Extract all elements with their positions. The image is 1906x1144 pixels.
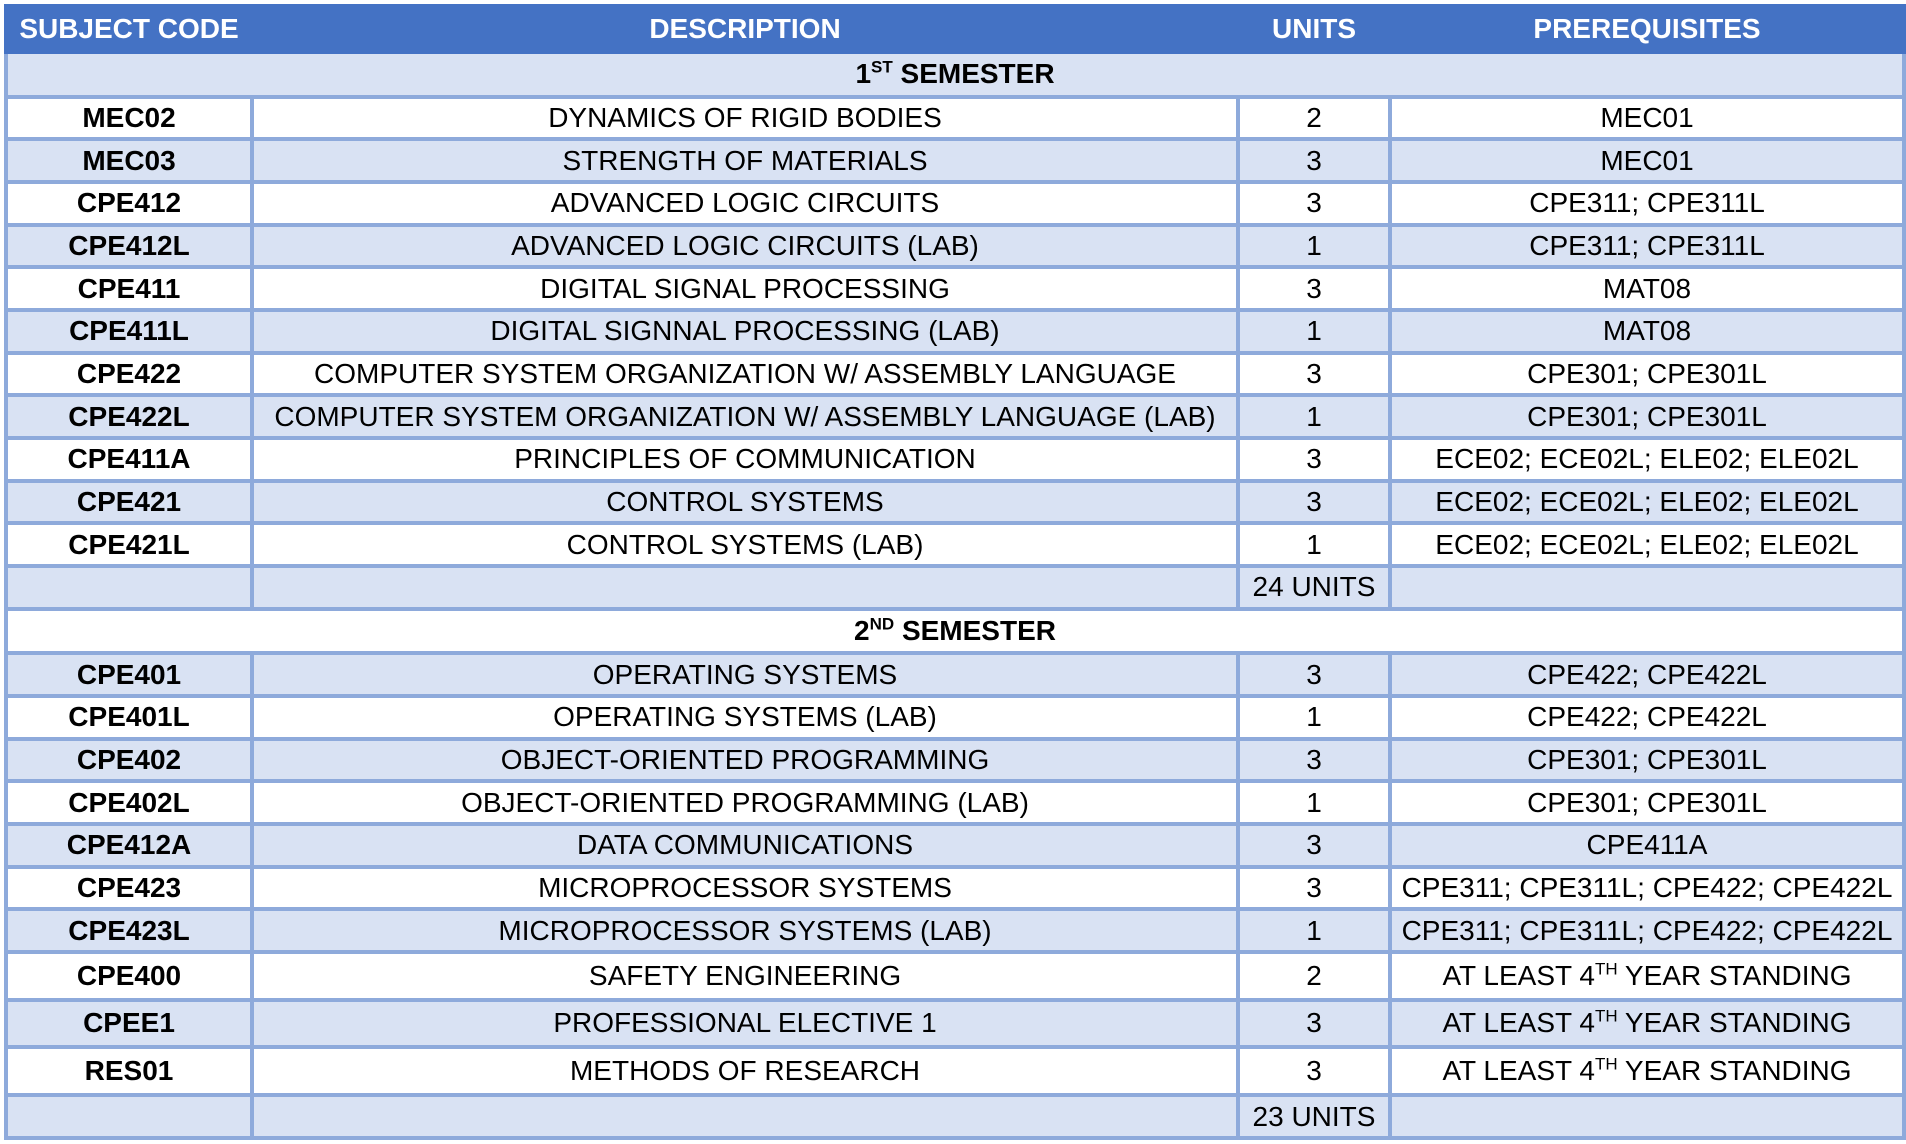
table-row xyxy=(6,653,1904,696)
subject-code-cell: CPE412L xyxy=(6,225,252,268)
description-cell: ADVANCED LOGIC CIRCUITS xyxy=(252,182,1238,225)
prerequisite-text: CPE311; CPE311L; CPE422; CPE422L xyxy=(1401,871,1893,903)
prerequisite-text: CPE311; CPE311L xyxy=(1529,229,1765,261)
table-row xyxy=(6,353,1904,396)
table-row xyxy=(6,267,1904,310)
subject-code-cell: RES01 xyxy=(6,1047,252,1095)
prerequisite-text: ECE02; ECE02L; ELE02; ELE02L xyxy=(1435,485,1859,517)
table-row xyxy=(6,781,1904,824)
subject-code-cell: CPE422L xyxy=(6,395,252,438)
description-cell: STRENGTH OF MATERIALS xyxy=(252,139,1238,182)
semester-total-units: 23 UNITS xyxy=(1238,1095,1390,1138)
description-cell: CONTROL SYSTEMS xyxy=(252,481,1238,524)
subject-code-cell: CPE401L xyxy=(6,696,252,739)
prerequisite-text: ECE02; ECE02L; ELE02; ELE02L xyxy=(1435,443,1859,475)
subject-code-cell: CPE423L xyxy=(6,909,252,952)
header-subject-code: SUBJECT CODE xyxy=(6,6,252,52)
subject-code-cell: CPE412A xyxy=(6,824,252,867)
semester-heading xyxy=(6,609,1904,654)
description-cell: OBJECT-ORIENTED PROGRAMMING (LAB) xyxy=(252,781,1238,824)
units-cell: 1 xyxy=(1238,310,1390,353)
prerequisite-text: CPE422; CPE422L xyxy=(1527,658,1767,690)
units-cell: 3 xyxy=(1238,1047,1390,1095)
subject-code-cell: CPEE1 xyxy=(6,1000,252,1048)
subject-code-cell: CPE412 xyxy=(6,182,252,225)
prerequisites-cell xyxy=(1390,310,1904,353)
units-cell: 1 xyxy=(1238,909,1390,952)
prerequisite-text: CPE301; CPE301L xyxy=(1527,357,1767,389)
description-cell: MICROPROCESSOR SYSTEMS xyxy=(252,867,1238,910)
prerequisites-cell xyxy=(1390,952,1904,1000)
prerequisites-cell xyxy=(1390,438,1904,481)
units-cell: 1 xyxy=(1238,696,1390,739)
units-cell: 3 xyxy=(1238,182,1390,225)
subject-code-cell: CPE421L xyxy=(6,523,252,566)
prerequisites-cell xyxy=(1390,353,1904,396)
prerequisite-text: MAT08 xyxy=(1602,272,1692,304)
prerequisite-text: ECE02; ECE02L; ELE02; ELE02L xyxy=(1435,528,1859,560)
empty-cell xyxy=(1390,1095,1904,1138)
prerequisites-cell xyxy=(1390,182,1904,225)
prerequisites-cell xyxy=(1390,781,1904,824)
description-cell: PROFESSIONAL ELECTIVE 1 xyxy=(252,1000,1238,1048)
units-cell: 3 xyxy=(1238,739,1390,782)
prerequisites-cell xyxy=(1390,696,1904,739)
table-row xyxy=(6,481,1904,524)
prerequisites-cell xyxy=(1390,225,1904,268)
prerequisite-text: CPE411A xyxy=(1586,829,1708,861)
subject-code-cell: CPE411 xyxy=(6,267,252,310)
prerequisites-cell xyxy=(1390,481,1904,524)
subject-code-cell: CPE402 xyxy=(6,739,252,782)
semester-label: SEMESTER xyxy=(900,58,1055,90)
units-cell: 2 xyxy=(1238,97,1390,140)
table-row xyxy=(6,225,1904,268)
description-cell: DATA COMMUNICATIONS xyxy=(252,824,1238,867)
table-row xyxy=(6,952,1904,1000)
table-row xyxy=(6,310,1904,353)
description-cell: DIGITAL SIGNNAL PROCESSING (LAB) xyxy=(252,310,1238,353)
subject-code-cell: CPE422 xyxy=(6,353,252,396)
units-cell: 1 xyxy=(1238,225,1390,268)
subject-code-cell: MEC02 xyxy=(6,97,252,140)
units-cell: 3 xyxy=(1238,867,1390,910)
prerequisite-text-after: YEAR STANDING xyxy=(1617,1007,1852,1039)
header-row xyxy=(6,6,1904,52)
description-cell: COMPUTER SYSTEM ORGANIZATION W/ ASSEMBLY LANGUAGE (LAB) xyxy=(252,395,1238,438)
prerequisite-text: AT LEAST 4 xyxy=(1442,1055,1595,1087)
description-cell: PRINCIPLES OF COMMUNICATION xyxy=(252,438,1238,481)
semester-ordinal-suffix: ST xyxy=(871,58,893,78)
curriculum-table-container xyxy=(4,4,1902,1140)
prerequisites-cell xyxy=(1390,139,1904,182)
semester-number: 1 xyxy=(855,58,872,90)
semester-heading-row xyxy=(6,609,1904,654)
table-row xyxy=(6,867,1904,910)
table-row xyxy=(6,909,1904,952)
table-row xyxy=(6,139,1904,182)
subject-code-cell: CPE423 xyxy=(6,867,252,910)
subject-code-cell: CPE411L xyxy=(6,310,252,353)
description-cell: OBJECT-ORIENTED PROGRAMMING xyxy=(252,739,1238,782)
table-row xyxy=(6,1047,1904,1095)
table-row xyxy=(6,395,1904,438)
prerequisites-cell xyxy=(1390,267,1904,310)
prerequisite-text: MEC01 xyxy=(1600,144,1694,176)
prerequisite-ordinal-suffix: TH xyxy=(1594,959,1618,979)
table-row xyxy=(6,182,1904,225)
subject-code-cell: MEC03 xyxy=(6,139,252,182)
header-units: UNITS xyxy=(1238,6,1390,52)
prerequisite-text: AT LEAST 4 xyxy=(1442,959,1595,991)
description-cell: CONTROL SYSTEMS (LAB) xyxy=(252,523,1238,566)
subject-code-cell: CPE411A xyxy=(6,438,252,481)
table-row xyxy=(6,696,1904,739)
units-cell: 3 xyxy=(1238,481,1390,524)
semester-label: SEMESTER xyxy=(901,614,1056,646)
prerequisite-text: AT LEAST 4 xyxy=(1442,1007,1595,1039)
description-cell: METHODS OF RESEARCH xyxy=(252,1047,1238,1095)
semester-number: 2 xyxy=(854,614,870,646)
table-row xyxy=(6,739,1904,782)
curriculum-table xyxy=(4,4,1906,1140)
subject-code-cell: CPE400 xyxy=(6,952,252,1000)
table-row xyxy=(6,824,1904,867)
prerequisite-text: MEC01 xyxy=(1600,102,1694,134)
prerequisite-ordinal-suffix: TH xyxy=(1594,1054,1618,1074)
prerequisites-cell xyxy=(1390,395,1904,438)
prerequisites-cell xyxy=(1390,1047,1904,1095)
empty-cell xyxy=(6,1095,252,1138)
prerequisites-cell xyxy=(1390,97,1904,140)
prerequisite-text: MAT08 xyxy=(1602,315,1692,347)
description-cell: COMPUTER SYSTEM ORGANIZATION W/ ASSEMBLY LANGUAGE xyxy=(252,353,1238,396)
description-cell: DYNAMICS OF RIGID BODIES xyxy=(252,97,1238,140)
description-cell: MICROPROCESSOR SYSTEMS (LAB) xyxy=(252,909,1238,952)
units-cell: 1 xyxy=(1238,781,1390,824)
description-cell: ADVANCED LOGIC CIRCUITS (LAB) xyxy=(252,225,1238,268)
units-cell: 2 xyxy=(1238,952,1390,1000)
units-cell: 3 xyxy=(1238,267,1390,310)
units-cell: 3 xyxy=(1238,139,1390,182)
prerequisite-text-after: YEAR STANDING xyxy=(1617,1055,1852,1087)
description-cell: SAFETY ENGINEERING xyxy=(252,952,1238,1000)
prerequisite-text: CPE301; CPE301L xyxy=(1527,786,1767,818)
empty-cell xyxy=(252,566,1238,609)
empty-cell xyxy=(6,566,252,609)
prerequisite-text: CPE311; CPE311L; CPE422; CPE422L xyxy=(1401,914,1893,946)
table-row xyxy=(6,1000,1904,1048)
semester-total-row xyxy=(6,1095,1904,1138)
semester-total-units: 24 UNITS xyxy=(1238,566,1390,609)
prerequisites-cell xyxy=(1390,653,1904,696)
semester-total-row xyxy=(6,566,1904,609)
prerequisite-ordinal-suffix: TH xyxy=(1594,1007,1618,1027)
table-row xyxy=(6,438,1904,481)
prerequisite-text: CPE311; CPE311L xyxy=(1529,187,1765,219)
units-cell: 3 xyxy=(1238,824,1390,867)
semester-heading-row xyxy=(6,52,1904,97)
table-row xyxy=(6,97,1904,140)
semester-heading xyxy=(6,52,1904,97)
prerequisites-cell xyxy=(1390,909,1904,952)
prerequisite-text-after: YEAR STANDING xyxy=(1617,959,1852,991)
semester-ordinal-suffix: ND xyxy=(869,614,895,634)
header-prerequisites: PREREQUISITES xyxy=(1390,6,1904,52)
units-cell: 3 xyxy=(1238,653,1390,696)
prerequisites-cell xyxy=(1390,1000,1904,1048)
subject-code-cell: CPE402L xyxy=(6,781,252,824)
prerequisite-text: CPE301; CPE301L xyxy=(1527,400,1767,432)
prerequisite-text: CPE422; CPE422L xyxy=(1527,701,1767,733)
empty-cell xyxy=(252,1095,1238,1138)
subject-code-cell: CPE421 xyxy=(6,481,252,524)
empty-cell xyxy=(1390,566,1904,609)
prerequisites-cell xyxy=(1390,739,1904,782)
prerequisites-cell xyxy=(1390,523,1904,566)
header-description: DESCRIPTION xyxy=(252,6,1238,52)
description-cell: OPERATING SYSTEMS (LAB) xyxy=(252,696,1238,739)
prerequisites-cell xyxy=(1390,867,1904,910)
units-cell: 3 xyxy=(1238,1000,1390,1048)
units-cell: 3 xyxy=(1238,438,1390,481)
subject-code-cell: CPE401 xyxy=(6,653,252,696)
description-cell: DIGITAL SIGNAL PROCESSING xyxy=(252,267,1238,310)
prerequisites-cell xyxy=(1390,824,1904,867)
table-row xyxy=(6,523,1904,566)
description-cell: OPERATING SYSTEMS xyxy=(252,653,1238,696)
units-cell: 1 xyxy=(1238,523,1390,566)
units-cell: 3 xyxy=(1238,353,1390,396)
prerequisite-text: CPE301; CPE301L xyxy=(1527,743,1767,775)
units-cell: 1 xyxy=(1238,395,1390,438)
